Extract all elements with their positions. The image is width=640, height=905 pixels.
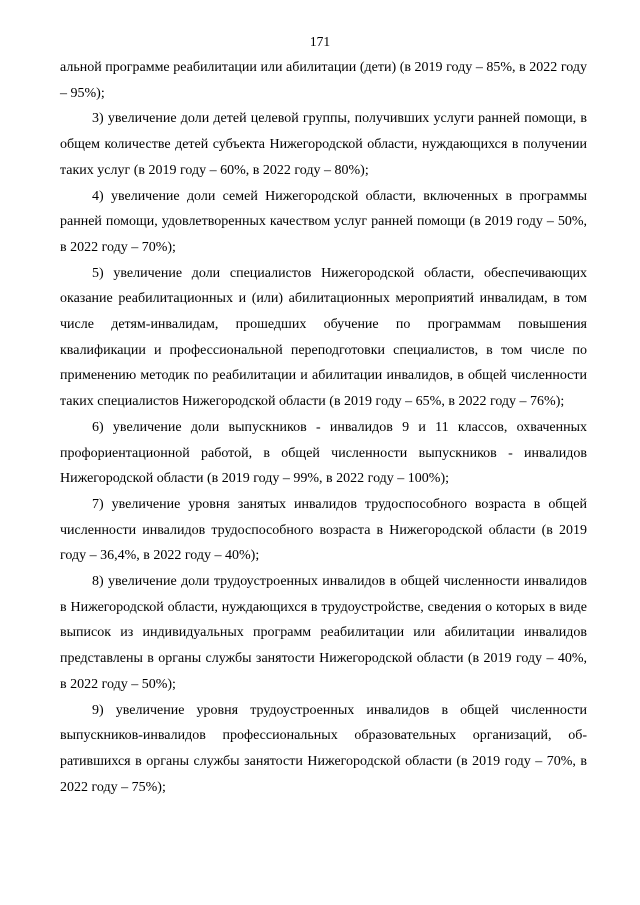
list-item-3: 3) увеличение доли детей целевой группы, получивших услуги ранней помощи, в общем количестве детей субъекта Нижегородской области, нуждающихся в получении таких услуг (в 2019 году – 60%, в 2022 году – 80%); [60, 111, 587, 178]
page-number: 171 [309, 34, 331, 49]
list-item-8: 8) увеличение доли трудоустроенных инвалидов в общей численности инвалидов в Нижегородской области, нуждающихся в трудоустройстве, сведения о которых в виде выписок из индивидуальных программ реабилитации или абилитации инвалидов представлены в органы службы занятости Нижегородской области (в 2019 году – 40%, в 2022 году – 50%); [60, 574, 587, 692]
list-item-5: 5) увеличение доли специалистов Нижегородской области, обеспечивающих оказание реабилитационных и (или) абилитационных мероприятий инвалидам, в том числе детям-инвалидам, прошедших обучение по программам повышения квалификации и профессиональной переподготовки специалистов, в том числе по применению методик по реабилитации и абилитации инвалидов, в общей численности таких специалистов Нижегородской области (в 2019 году – 65%, в 2022 году – 76%); [60, 265, 587, 410]
continuation-paragraph: альной программе реабилитации или абилитации (дети) (в 2019 году – 85%, в 2022 году – 95%); [60, 60, 587, 101]
list-item-7: 7) увеличение уровня занятых инвалидов трудоспособного возраста в общей численности инвалидов трудоспособного возраста в Нижегородской области (в 2019 году – 36,4%, в 2022 году – 40%); [60, 496, 587, 564]
list-item-6: 6) увеличение доли выпускников - инвалидов 9 и 11 классов, охваченных профориентационной работой, в общей численности выпускников - инвалидов Нижегородской области (в 2019 году – 99%, в 2022 году – 100%); [60, 419, 587, 487]
document-body [60, 55, 587, 800]
list-item-4: 4) увеличение доли семей Нижегородской области, включенных в программы ранней помощи, удовлетворенных качеством услуг ранней помощи (в 2019 году – 50%, в 2022 году – 70%); [60, 188, 587, 255]
list-item-9: 9) увеличение уровня трудоустроенных инвалидов в общей численности выпускников-инвалидов профессиональных образовательных организаций, обратившихся в органы службы занятости Нижегородской области (в 2019 году – 70%, в 2022 году – 75%); [60, 702, 587, 795]
